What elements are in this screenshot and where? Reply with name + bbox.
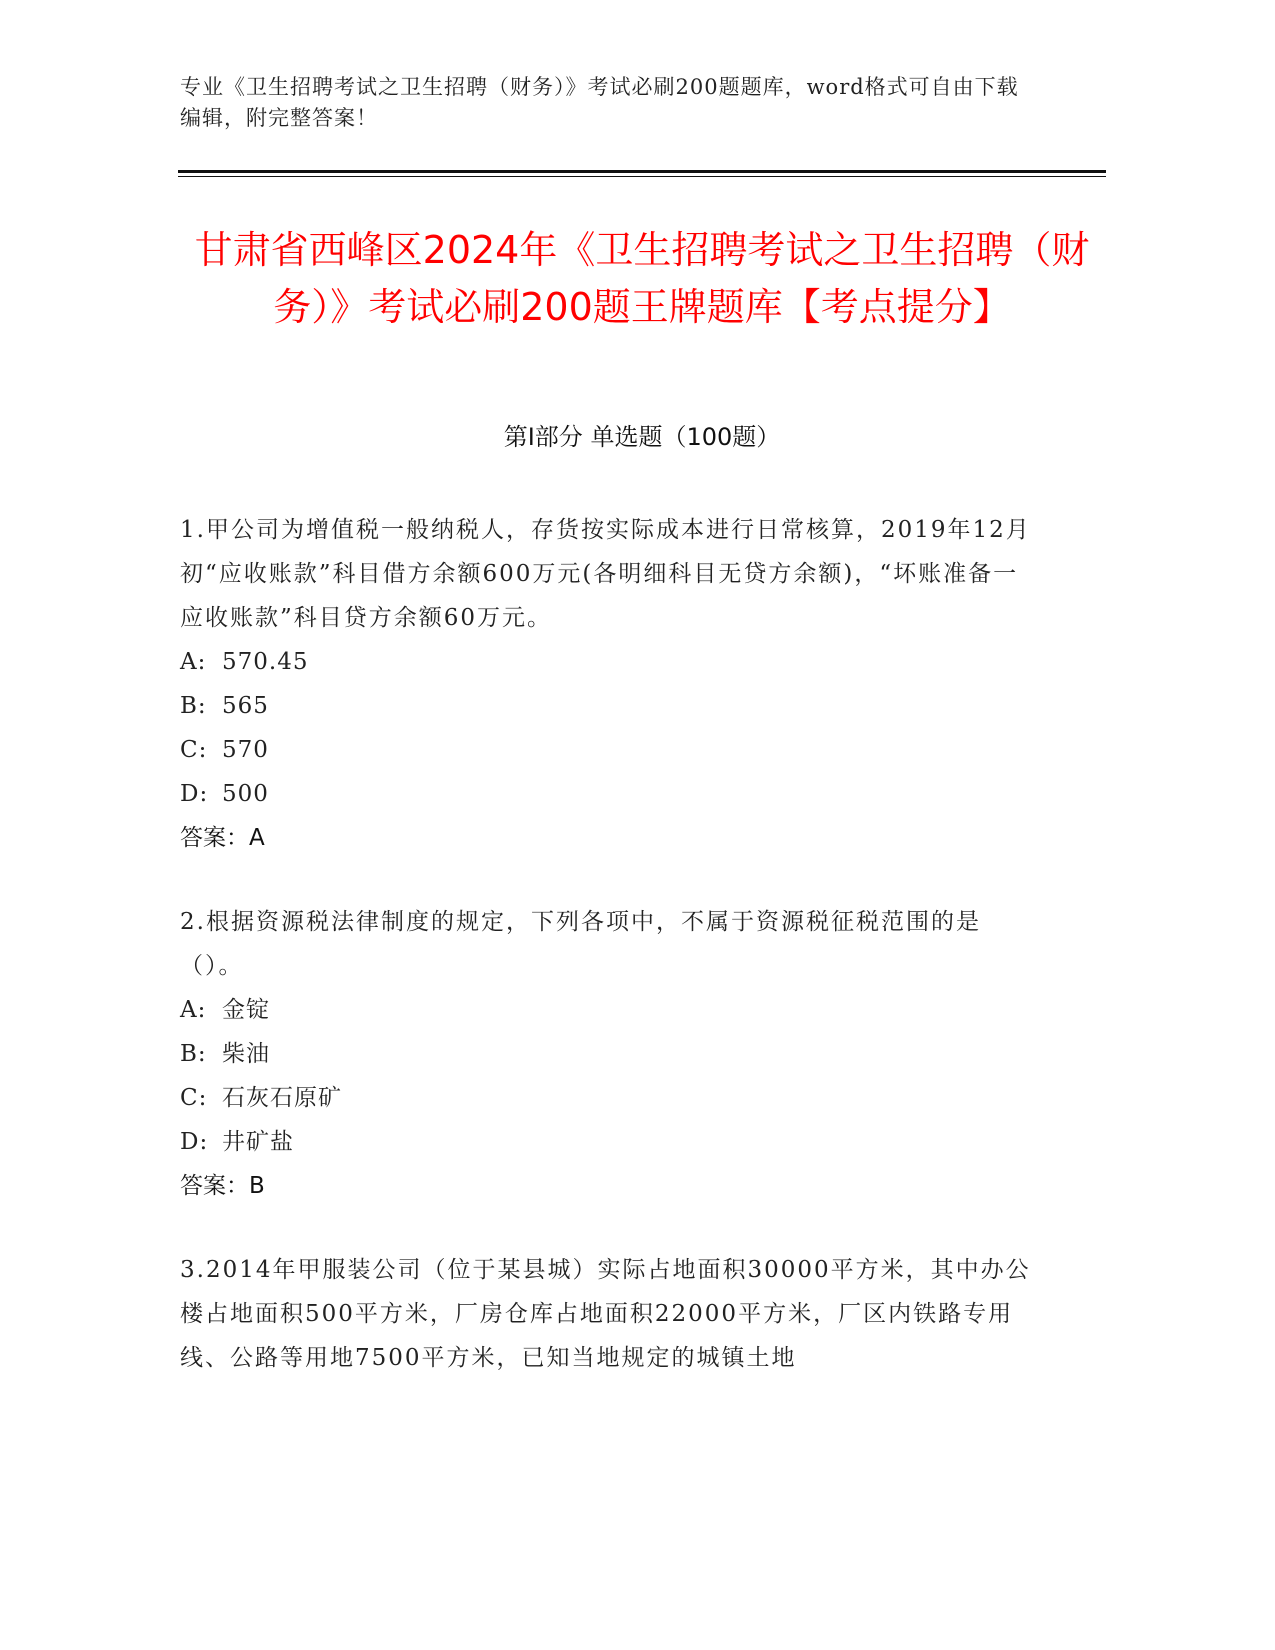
option-label: C:	[180, 1085, 208, 1111]
option-label: D:	[180, 781, 209, 807]
option-label: B:	[180, 1041, 207, 1067]
question-3	[180, 1248, 1040, 1380]
option-label: A:	[180, 997, 207, 1023]
question-2	[180, 900, 1040, 1208]
document-title: 甘肃省西峰区2024年《卫生招聘考试之卫生招聘（财务）》考试必刷200题王牌题库【考点提分】	[194, 228, 1090, 329]
answer-line: 答案：B	[180, 1173, 265, 1199]
header-note: 专业《卫生招聘考试之卫生招聘（财务）》考试必刷200题题库，word格式可自由下载编辑，附完整答案！	[180, 75, 1019, 130]
option-a	[180, 640, 1040, 684]
header-divider-thick	[178, 170, 1106, 173]
question-1	[180, 508, 1040, 860]
option-text: 570	[222, 737, 269, 763]
option-text: 500	[222, 781, 269, 807]
option-b	[180, 1032, 1040, 1076]
question-stem: 1.甲公司为增值税一般纳税人，存货按实际成本进行日常核算，2019年12月初“应收账款”科目借方余额600万元(各明细科目无贷方余额)，“坏账准备一应收账款”科目贷方余额60万元。	[180, 517, 1031, 631]
question-stem: 2.根据资源税法律制度的规定，下列各项中，不属于资源税征税范围的是（）。	[180, 909, 981, 979]
option-label: D:	[180, 1129, 209, 1155]
option-label: A:	[180, 649, 207, 675]
option-label: C:	[180, 737, 208, 763]
option-text: 金锭	[222, 997, 270, 1023]
option-d	[180, 1120, 1040, 1164]
option-c	[180, 728, 1040, 772]
option-text: 570.45	[222, 649, 309, 675]
option-text: 石灰石原矿	[222, 1085, 342, 1111]
option-d	[180, 772, 1040, 816]
option-b	[180, 684, 1040, 728]
answer-line: 答案：A	[180, 825, 265, 851]
option-text: 柴油	[222, 1041, 270, 1067]
section-heading: 第I部分 单选题（100题）	[503, 423, 781, 451]
option-a	[180, 988, 1040, 1032]
option-c	[180, 1076, 1040, 1120]
header-divider-thin	[178, 176, 1106, 177]
question-list	[180, 508, 1040, 1420]
question-stem: 3.2014年甲服装公司（位于某县城）实际占地面积30000平方米，其中办公楼占地面积500平方米，厂房仓库占地面积22000平方米，厂区内铁路专用线、公路等用地7500平方米，已知当地规定的城镇土地	[180, 1257, 1031, 1371]
option-text: 565	[222, 693, 269, 719]
option-text: 井矿盐	[222, 1129, 294, 1155]
option-label: B:	[180, 693, 207, 719]
